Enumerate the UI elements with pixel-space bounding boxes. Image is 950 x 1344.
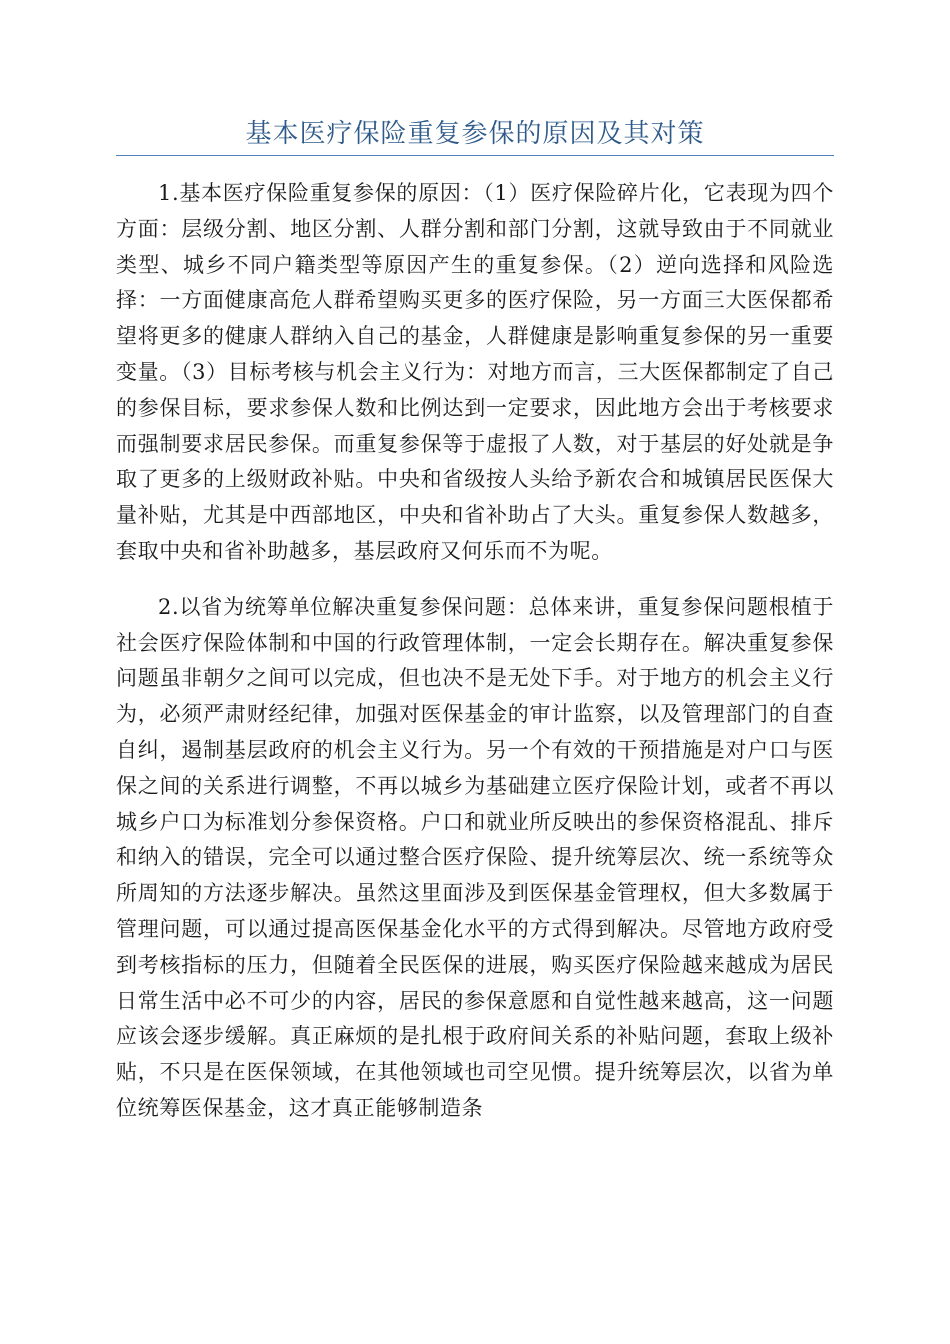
title-underline-divider: [116, 155, 834, 156]
paragraph-causes: 1.基本医疗保险重复参保的原因：（1）医疗保险碎片化，它表现为四个方面：层级分割、地区分割、人群分割和部门分割，这就导致由于不同就业类型、城乡不同户籍类型等原因产生的重复参保。（2）逆向选择和风险选择：一方面健康高危人群希望购买更多的医疗保险，另一方面三大医保都希望将更多的健康人群纳入自己的基金，人群健康是影响重复参保的另一重要变量。（3）目标考核与机会主义行为：对地方而言，三大医保都制定了自己的参保目标，要求参保人数和比例达到一定要求，因此地方会出于考核要求而强制要求居民参保。而重复参保等于虚报了人数，对于基层的好处就是争取了更多的上级财政补贴。中央和省级按人头给予新农合和城镇居民医保大量补贴，尤其是中西部地区，中央和省补助占了大头。重复参保人数越多，套取中央和省补助越多，基层政府又何乐而不为呢。: [116, 181, 834, 563]
document-body: [116, 176, 834, 1127]
document-title: 基本医疗保险重复参保的原因及其对策: [245, 119, 705, 149]
paragraph-solutions: 2.以省为统筹单位解决重复参保问题：总体来讲，重复参保问题根植于社会医疗保险体制和中国的行政管理体制，一定会长期存在。解决重复参保问题虽非朝夕之间可以完成，但也决不是无处下手。对于地方的机会主义行为，必须严肃财经纪律，加强对医保基金的审计监察，以及管理部门的自查自纠，遏制基层政府的机会主义行为。另一个有效的干预措施是对户口与医保之间的关系进行调整，不再以城乡为基础建立医疗保险计划，或者不再以城乡户口为标准划分参保资格。户口和就业所反映出的参保资格混乱、排斥和纳入的错误，完全可以通过整合医疗保险、提升统筹层次、统一系统等众所周知的方法逐步解决。虽然这里面涉及到医保基金管理权，但大多数属于管理问题，可以通过提高医保基金化水平的方式得到解决。尽管地方政府受到考核指标的压力，但随着全民医保的进展，购买医疗保险越来越成为居民日常生活中必不可少的内容，居民的参保意愿和自觉性越来越高，这一问题应该会逐步缓解。真正麻烦的是扎根于政府间关系的补贴问题，套取上级补贴，不只是在医保领域，在其他领域也司空见惯。提升统筹层次，以省为单位统筹医保基金，这才真正能够制造条: [116, 594, 834, 1120]
